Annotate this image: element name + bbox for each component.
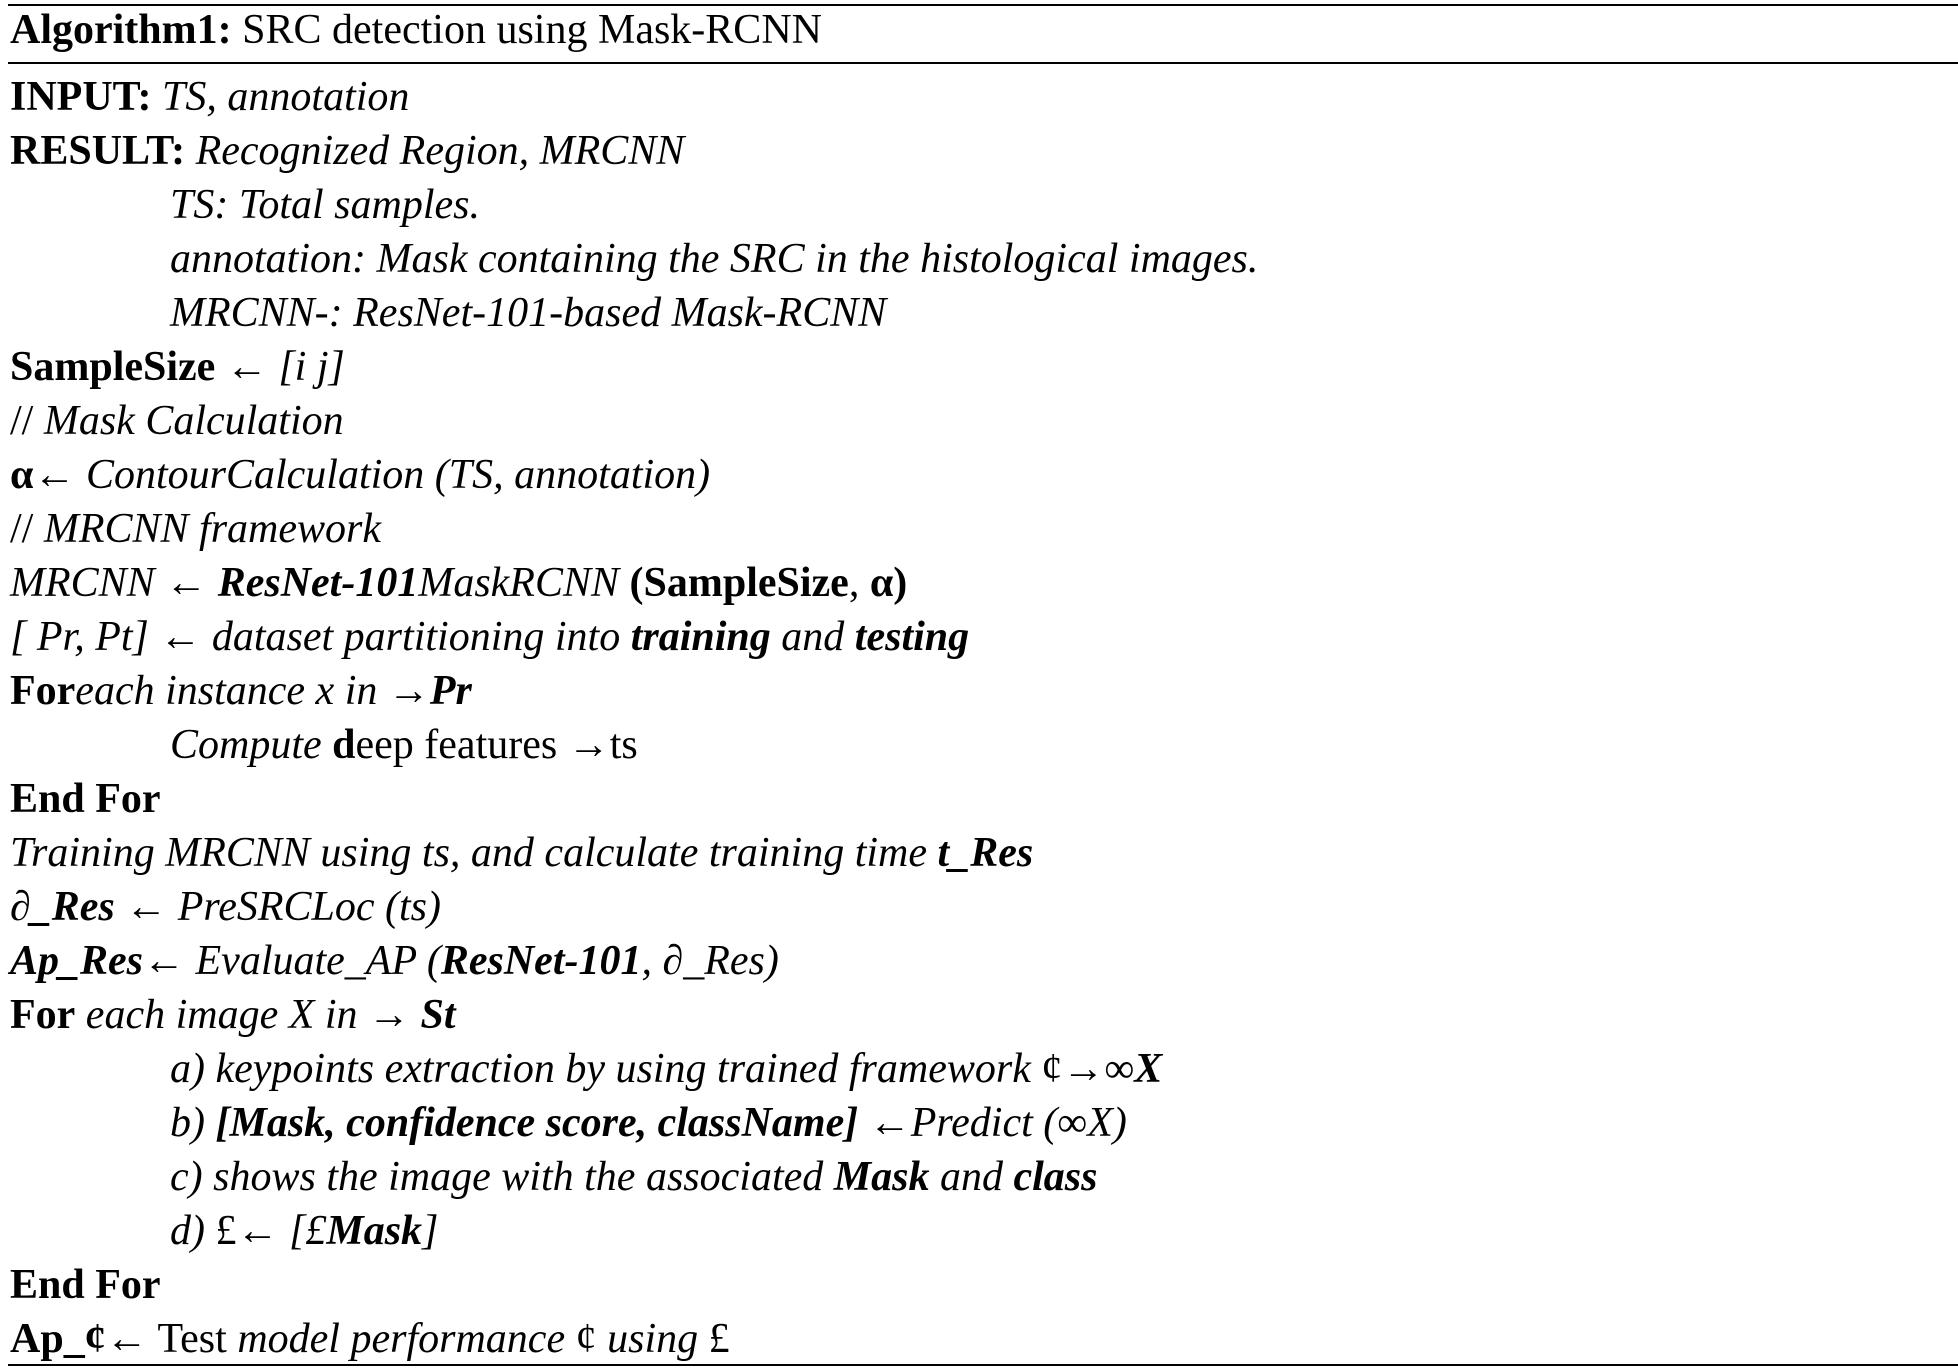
algorithm-line: [10, 124, 684, 178]
algorithm-token: [Mask, confidence score, className]: [215, 1100, 859, 1146]
algorithm-token: [858, 1100, 869, 1146]
algorithm-token: ←: [143, 938, 196, 984]
algorithm-line: [10, 664, 472, 718]
algorithm-line: [10, 934, 779, 988]
algorithm-token: eep features →ts: [355, 722, 638, 768]
algorithm-line: [170, 1204, 438, 1258]
algorithm-token: ,: [848, 560, 870, 606]
algorithm-token: MRCNN: [10, 560, 155, 606]
algorithm-token: t_Res: [937, 830, 1034, 876]
algorithm-token: and: [770, 614, 855, 660]
algorithm-token: ResNet-101: [217, 560, 419, 606]
algorithm-line: [170, 1042, 1162, 1096]
caption-rule: [8, 62, 1958, 64]
algorithm-token: using: [596, 1316, 709, 1362]
caption-title: SRC detection using Mask-RCNN: [231, 7, 822, 53]
algorithm-line: [10, 880, 441, 934]
algorithm-token: Evaluate_AP (: [195, 938, 441, 984]
algorithm-token: Ap_Res: [10, 938, 144, 984]
algorithm-token: MaskRCNN: [418, 560, 630, 606]
algorithm-token: _Res: [30, 884, 115, 930]
algorithm-line: [10, 394, 344, 448]
algorithm-caption: [10, 3, 822, 57]
algorithm-line: [170, 232, 1258, 286]
algorithm-line: [10, 988, 456, 1042]
algorithm-token: Training MRCNN using ts, and calculate training time: [10, 830, 938, 876]
algorithm-token: ←: [868, 1100, 911, 1146]
algorithm-line: [10, 556, 907, 610]
algorithm-token: ¢→∞: [1041, 1046, 1135, 1092]
algorithm-token: Pr: [429, 668, 472, 714]
algorithm-line: [10, 340, 345, 394]
algorithm-token: ∂: [10, 884, 31, 930]
algorithm-token: ,: [641, 938, 663, 984]
algorithm-token: Compute: [170, 722, 333, 768]
algorithm-token: PreSRCLoc (ts): [177, 884, 442, 930]
algorithm-token: RESULT:: [10, 128, 196, 174]
algorithm-token: [ Pr, Pt]: [10, 614, 149, 660]
algorithm-token: training: [630, 614, 771, 660]
algorithm-token: //: [10, 398, 44, 444]
algorithm-token: class: [1013, 1154, 1098, 1200]
algorithm-token: End For: [10, 1262, 161, 1308]
algorithm-line: [10, 772, 161, 826]
algorithm-line: [170, 286, 886, 340]
algorithm-token: ContourCalculation (TS, annotation): [85, 452, 711, 498]
algorithm-token: For: [10, 668, 76, 714]
algorithm-token: d): [170, 1208, 216, 1254]
caption-label: Algorithm1:: [10, 7, 232, 53]
algorithm-line: [170, 178, 480, 232]
algorithm-token: [i j]: [278, 344, 345, 390]
algorithm-token: SampleSize: [10, 344, 216, 390]
algorithm-token: MRCNN framework: [43, 506, 382, 552]
algorithm-token: ←: [215, 344, 279, 390]
algorithm-token: Mask Calculation: [43, 398, 344, 444]
algorithm-token: £: [708, 1316, 730, 1362]
algorithm-line: [10, 610, 969, 664]
algorithm-token: ResNet-101: [440, 938, 642, 984]
algorithm-token: Mask: [326, 1208, 423, 1254]
algorithm-token: →: [387, 668, 430, 714]
algorithm-token: ]: [422, 1208, 439, 1254]
algorithm-line: [10, 1258, 161, 1312]
algorithm-token: X): [1087, 1100, 1127, 1146]
algorithm-token: each instance x in: [75, 668, 388, 714]
algorithm-token: c) shows the image with the associated: [170, 1154, 834, 1200]
algorithm-token: ∞: [1057, 1100, 1088, 1146]
algorithm-token: a) keypoints extraction by using trained framework: [170, 1046, 1042, 1092]
algorithm-token: Ap_¢: [10, 1316, 106, 1362]
algorithm-token: Recognized Region, MRCNN: [195, 128, 685, 174]
algorithm-token: α): [869, 560, 908, 606]
algorithm-token: →: [368, 992, 421, 1038]
algorithm-token: model performance: [237, 1316, 576, 1362]
algorithm-token: ←: [114, 884, 178, 930]
algorithm-token: St: [420, 992, 456, 1038]
algorithm-token: [£: [289, 1208, 327, 1254]
algorithm-token: TS: Total samples.: [170, 182, 481, 228]
algorithm-line: [10, 826, 1033, 880]
algorithm-token: b): [170, 1100, 216, 1146]
algorithm-token: d: [332, 722, 356, 768]
algorithm-token: ←: [33, 452, 86, 498]
algorithm-line: [10, 70, 409, 124]
bottom-rule: [8, 1364, 1958, 1366]
algorithm-token: Predict (: [910, 1100, 1058, 1146]
algorithm-token: dataset partitioning into: [211, 614, 631, 660]
algorithm-token: α: [10, 452, 34, 498]
algorithm-token: ← Test: [105, 1316, 238, 1362]
algorithm-line: [170, 1096, 1127, 1150]
algorithm-line: [170, 718, 638, 772]
algorithm-token: ←: [154, 560, 218, 606]
algorithm-token: For: [10, 992, 76, 1038]
algorithm-line: [170, 1150, 1097, 1204]
algorithm-line: [10, 448, 710, 502]
algorithm-token: each image X in: [75, 992, 369, 1038]
algorithm-token: ∂: [662, 938, 684, 984]
algorithm-token: End For: [10, 776, 161, 822]
algorithm-token: and: [929, 1154, 1014, 1200]
algorithm-token: ¢: [575, 1316, 597, 1362]
algorithm-token: MRCNN-: ResNet-101-based Mask-RCNN: [170, 290, 887, 336]
algorithm-token: TS, annotation: [162, 74, 410, 120]
algorithm-token: //: [10, 506, 44, 552]
algorithm-token: X: [1134, 1046, 1163, 1092]
algorithm-line: [10, 1312, 730, 1366]
algorithm-token: Mask: [833, 1154, 930, 1200]
algorithm-token: (SampleSize: [629, 560, 849, 606]
algorithm-token: INPUT:: [10, 74, 163, 120]
algorithm-token: annotation: Mask containing the SRC in the histological images.: [170, 236, 1259, 282]
algorithm-token: £←: [215, 1208, 289, 1254]
algorithm-token: ←: [148, 614, 212, 660]
algorithm-line: [10, 502, 381, 556]
algorithm-token: testing: [854, 614, 970, 660]
algorithm-token: _Res): [683, 938, 779, 984]
